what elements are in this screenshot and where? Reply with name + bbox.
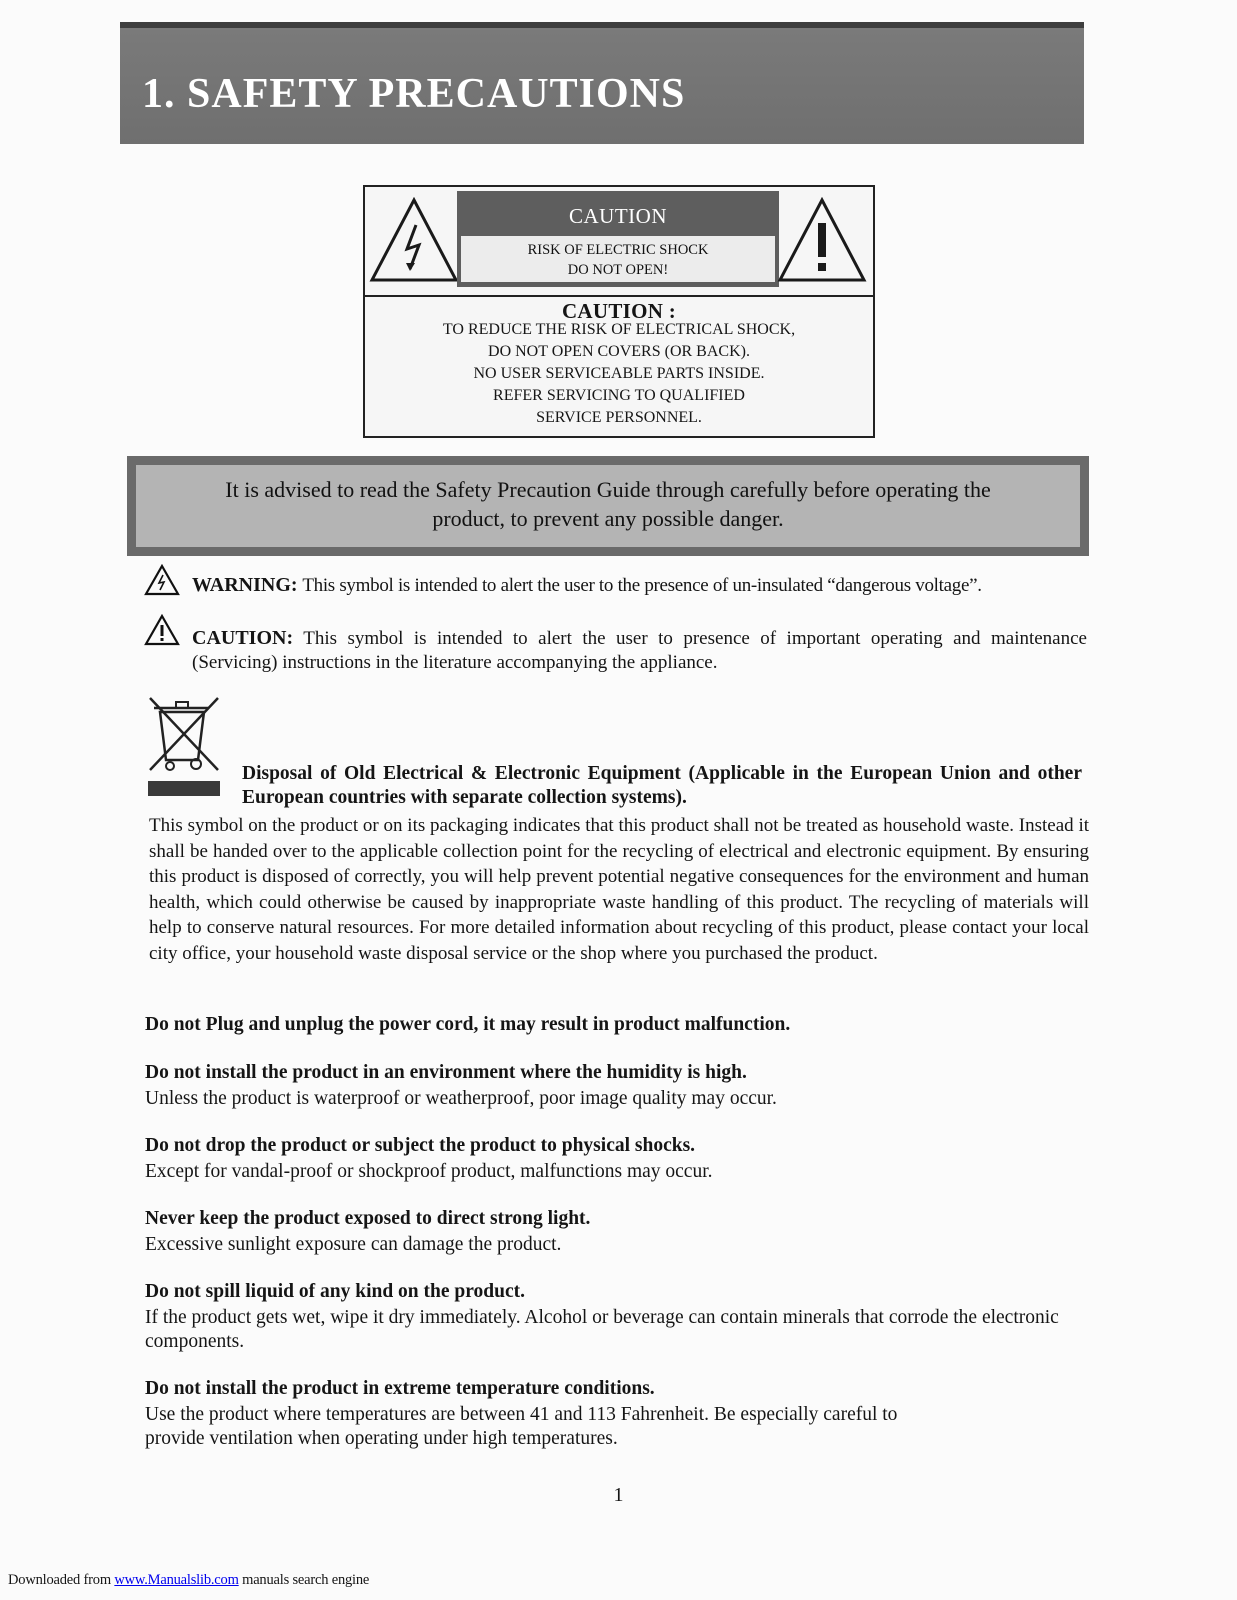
weee-bar [148,781,220,796]
risk-text-panel [461,236,775,282]
advisory-line: product, to prevent any possible danger. [432,506,784,531]
footer-prefix: Downloaded from [8,1572,115,1588]
caution-label-top [365,187,873,297]
caution-line: NO USER SERVICEABLE PARTS INSIDE. [473,365,765,382]
precaution-title: Do not install the product in extreme temperature conditions. [145,1378,655,1399]
exclamation-warning-icon [144,614,180,646]
warning-text: This symbol is intended to alert the user to the presence of un-insulated “dangerous voltage”. [302,575,982,596]
precaution-body: Unless the product is waterproof or weatherproof, poor image quality may occur. [145,1088,777,1109]
lightning-warning-icon [369,197,459,283]
section-header [120,22,1084,144]
footer-suffix: manuals search engine [238,1572,370,1588]
download-footer [8,1572,369,1589]
caution-line: REFER SERVICING TO QUALIFIED [493,387,745,404]
caution-note [192,626,1087,675]
precaution-body: Use the product where temperatures are between 41 and 113 Fahrenheit. Be especially careful to provide ventilation when operating under high temperatures. [145,1404,898,1449]
exclamation-warning-icon [777,197,867,283]
caution-line: SERVICE PERSONNEL. [536,409,702,426]
warning-note [192,573,1087,598]
caution-heading: CAUTION : [561,299,677,323]
advisory-box [127,456,1089,556]
advisory-panel [136,465,1080,547]
caution-label-text: CAUTION [569,204,667,228]
precaution-title: Never keep the product exposed to direct strong light. [145,1208,591,1229]
caution-label-panel [457,191,779,287]
precaution-title: Do not Plug and unplug the power cord, it may result in product malfunction. [145,1014,791,1035]
caution-label-box [363,185,875,438]
risk-line: RISK OF ELECTRIC SHOCK [527,242,709,258]
lightning-warning-icon [144,564,180,596]
caution-note-label: CAUTION: [192,627,294,649]
precaution-title: Do not spill liquid of any kind on the product. [145,1281,526,1302]
precaution-body: Excessive sunlight exposure can damage the product. [145,1234,562,1255]
disposal-title: Disposal of Old Electrical & Electronic Equipment (Applicable in the European Union and other European countries with separate collection systems). [242,763,1082,808]
precaution-title: Do not drop the product or subject the product to physical shocks. [145,1135,696,1156]
advisory-line: It is advised to read the Safety Precaution Guide through carefully before operating the [225,477,991,502]
caution-line: DO NOT OPEN COVERS (OR BACK). [488,343,750,360]
warning-label: WARNING: [192,574,298,596]
risk-line: DO NOT OPEN! [567,262,669,278]
disposal-body: This symbol on the product or on its packaging indicates that this product shall not be treated as household waste. Instead it shall be handed over to the applicable collection point for the recycling of electrical and electronic equipment. By ensuring this product is disposed of correctly, you will help prevent potential negative consequences for the environment and human health, which could otherwise be caused by inappropriate waste handling of this product. The recycling of materials will help to conserve natural resources. For more detailed information about recycling of this product, please contact your local city office, your household waste disposal service or the shop where you purchased the product. [149,815,1089,964]
precaution-title: Do not install the product in an environment where the humidity is high. [145,1062,747,1083]
crossed-bin-icon [146,694,224,776]
precaution-body: If the product gets wet, wipe it dry immediately. Alcohol or beverage can contain minerals that corrode the electronic components. [145,1307,1059,1352]
manualslib-link[interactable]: www.Manualslib.com [114,1572,239,1588]
precaution-body: Except for vandal-proof or shockproof product, malfunctions may occur. [145,1161,713,1182]
caution-line: TO REDUCE THE RISK OF ELECTRICAL SHOCK, [442,321,796,338]
page-title: 1. SAFETY PRECAUTIONS [142,71,686,117]
caution-note-text: This symbol is intended to alert the user to presence of important operating and maintenance (Servicing) instructions in the literature accompanying the appliance. [192,628,1087,673]
page-number: 1 [613,1484,624,1506]
